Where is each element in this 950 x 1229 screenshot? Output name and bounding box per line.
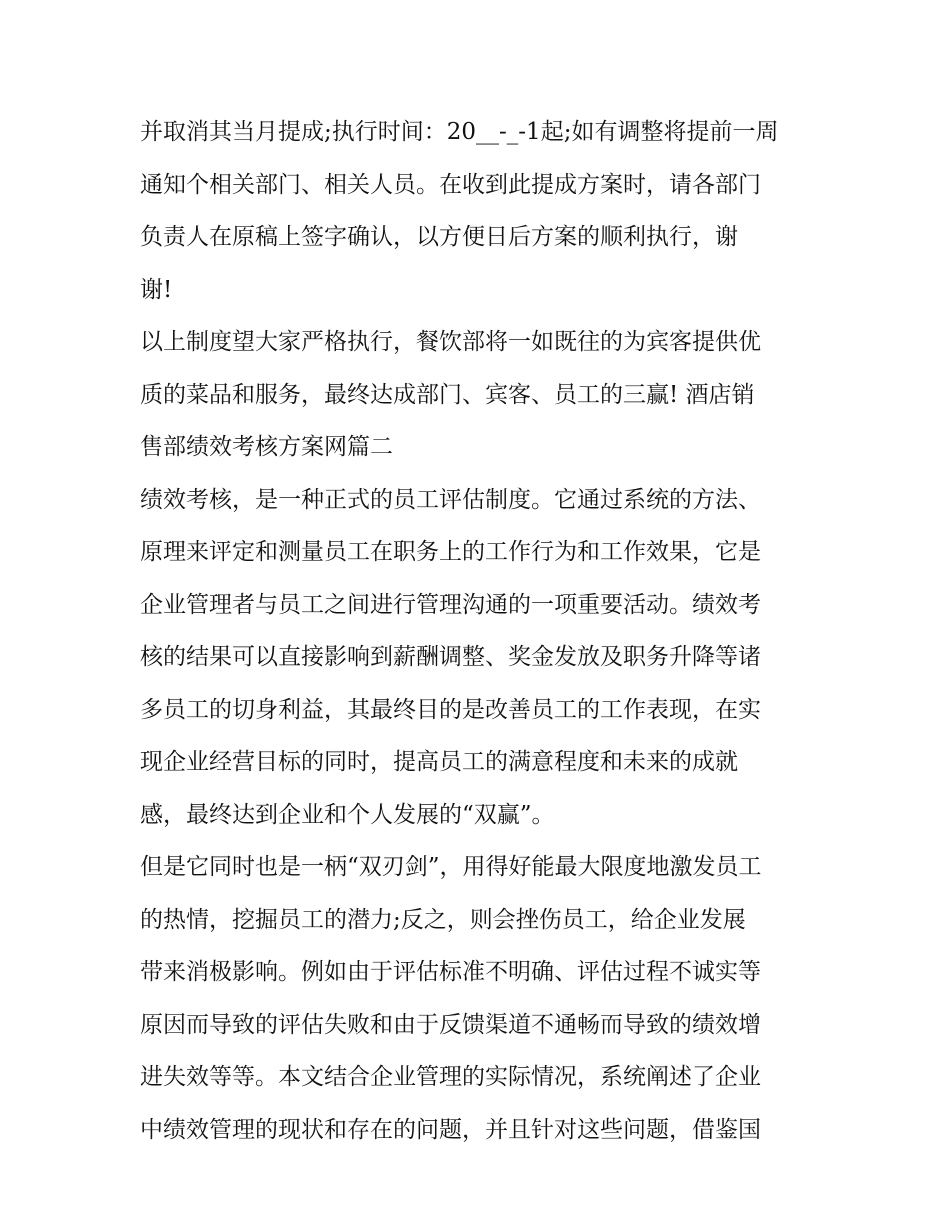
text-line: 原因而导致的评估失败和由于反馈渠道不通畅而导致的绩效增: [140, 1011, 761, 1038]
text-line: 多员工的切身利益，其最终目的是改善员工的工作表现，在实: [140, 696, 761, 723]
text-line: 绩效考核，是一种正式的员工评估制度。它通过系统的方法、: [140, 486, 761, 513]
text-line: 现企业经营目标的同时，提高员工的满意程度和未来的成就: [140, 749, 738, 775]
text-line: 通知个相关部门、相关人员。在收到此提成方案时，请各部门: [140, 171, 761, 198]
text-line: 并取消其当月提成;执行时间：20__-_-1起;如有调整将提前一周: [140, 119, 779, 145]
text-line: 感，最终达到企业和个人发展的“双赢”。: [140, 801, 555, 828]
section-heading-line: 售部绩效考核方案网篇二: [140, 434, 393, 460]
text-line: 进失效等等。本文结合企业管理的实际情况，系统阐述了企业: [140, 1064, 761, 1090]
document-body: [140, 106, 820, 1156]
text-line: 原理来评定和测量员工在职务上的工作行为和工作效果，它是: [140, 539, 761, 565]
text-line: 但是它同时也是一柄“双刃剑”，用得好能最大限度地激发员工: [140, 854, 762, 880]
text-line: 的热情，挖掘员工的潜力;反之，则会挫伤员工，给企业发展: [140, 906, 746, 933]
text-line: 带来消极影响。例如由于评估标准不明确、评估过程不诚实等: [140, 959, 761, 985]
text-line: 负责人在原稿上签字确认，以方便日后方案的顺利执行，谢: [140, 224, 738, 250]
text-line: 核的结果可以直接影响到薪酬调整、奖金发放及职务升降等诸: [140, 644, 761, 670]
text-line: 谢!: [140, 276, 173, 303]
text-line: 以上制度望大家严格执行，餐饮部将一如既往的为宾客提供优: [140, 329, 761, 355]
text-line: 中绩效管理的现状和存在的问题，并且针对这些问题，借鉴国: [140, 1116, 761, 1143]
text-line: 企业管理者与员工之间进行管理沟通的一项重要活动。绩效考: [140, 591, 761, 618]
text-line: 质的菜品和服务，最终达成部门、宾客、员工的三赢! 酒店销: [140, 381, 755, 408]
